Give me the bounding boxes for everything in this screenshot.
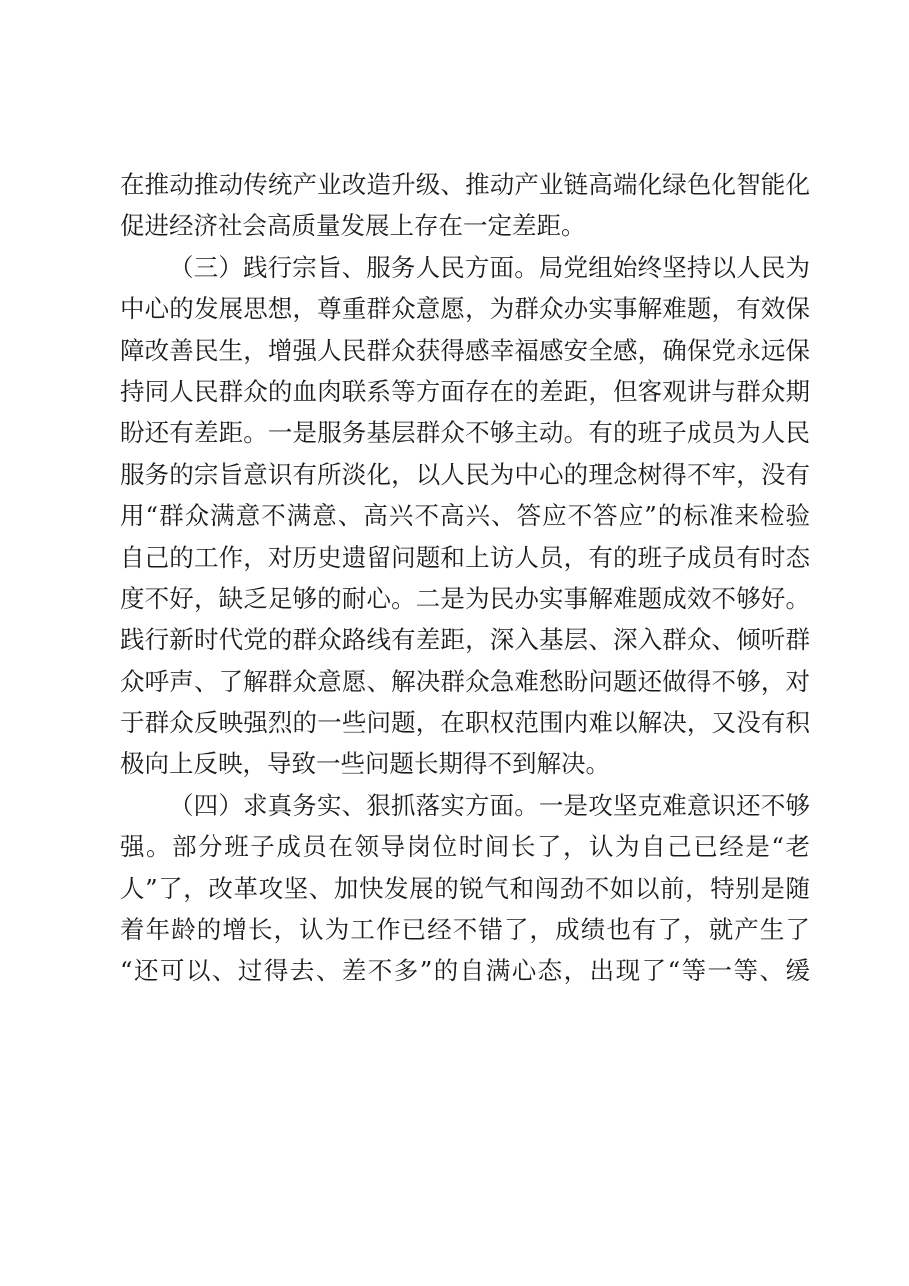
text-line: 自己的工作，对历史遗留问题和上访人员，有的班子成员有时态: [120, 542, 810, 572]
text-line: “还可以、过得去、差不多”的自满心态，出现了“等一等、缓: [120, 956, 810, 986]
text-line: 众呼声、了解群众意愿、解决群众急难愁盼问题还做得不够，对: [120, 666, 810, 696]
text-line: 中心的发展思想，尊重群众意愿，为群众办实事解难题，有效保: [120, 294, 810, 324]
text-line: 用“群众满意不满意、高兴不高兴、答应不答应”的标准来检验: [120, 501, 810, 531]
text-line: 践行新时代党的群众路线有差距，深入基层、深入群众、倾听群: [120, 625, 810, 655]
text-line: 盼还有差距。一是服务基层群众不够主动。有的班子成员为人民: [120, 418, 810, 448]
text-line: 在推动推动传统产业改造升级、推动产业链高端化绿色化智能化: [120, 170, 810, 199]
text-line: 着年龄的增长，认为工作已经不错了，成绩也有了，就产生了: [120, 915, 810, 945]
text-line: （四）求真务实、狠抓落实方面。一是攻坚克难意识还不够: [169, 790, 810, 820]
text-line: 人”了，改革攻坚、加快发展的锐气和闯劲不如以前，特别是随: [120, 873, 810, 903]
text-line: （三）践行宗旨、服务人民方面。局党组始终坚持以人民为: [169, 252, 810, 282]
text-line: 持同人民群众的血肉联系等方面存在的差距，但客观讲与群众期: [120, 376, 810, 406]
text-line: 促进经济社会高质量发展上存在一定差距。: [120, 211, 586, 241]
body-text: [120, 164, 810, 992]
text-line: 障改善民生，增强人民群众获得感幸福感安全感，确保党永远保: [120, 335, 810, 365]
text-line: 极向上反映，导致一些问题长期得不到解决。: [120, 749, 610, 779]
text-line: 强。部分班子成员在领导岗位时间长了，认为自己已经是“老: [120, 832, 810, 862]
text-line: 度不好，缺乏足够的耐心。二是为民办实事解难题成效不够好。: [120, 583, 810, 613]
text-line: 服务的宗旨意识有所淡化，以人民为中心的理念树得不牢，没有: [120, 459, 810, 489]
text-line: 于群众反映强烈的一些问题，在职权范围内难以解决，又没有积: [120, 708, 810, 738]
